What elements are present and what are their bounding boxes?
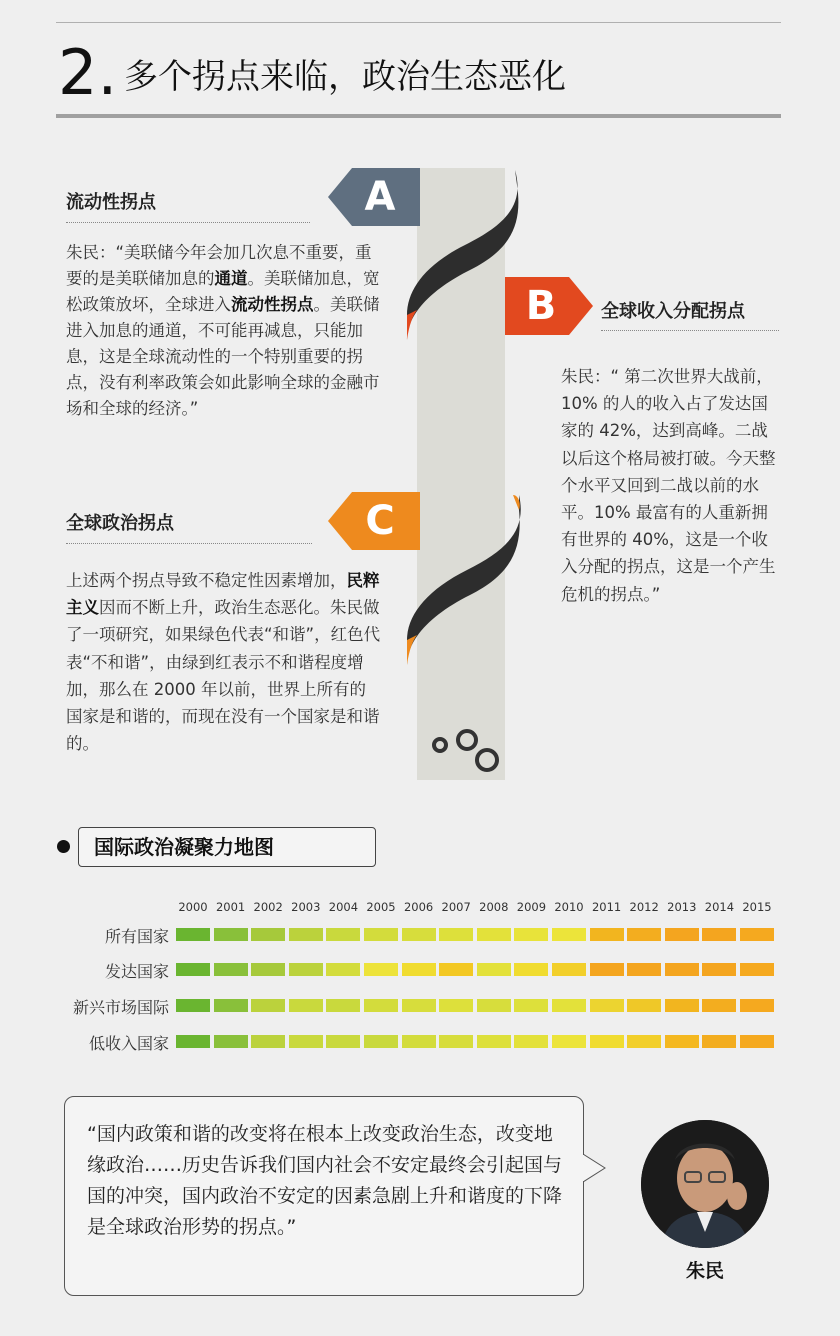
- ribbon-graphic: [395, 165, 535, 785]
- heatmap-cell: [176, 928, 210, 941]
- quote-box: [64, 1096, 584, 1296]
- paragraph-income: 朱民：“ 第二次世界大战前，10% 的人的收入占了发达国家的 42%，达到高峰。二战以后这个格局被打破。今天整个水平又回到二战以前的水平。10% 最富有的人重新拥有世界的 40%，这是一个收入分配的拐点，这是一个产生危机的拐点。”: [561, 367, 776, 604]
- map-title: 国际政治凝聚力地图: [94, 835, 274, 859]
- heatmap-cell: [590, 999, 624, 1012]
- heading-liquidity: 流动性拐点: [66, 192, 156, 213]
- heatmap-cell: [214, 963, 248, 976]
- row-label: 新兴市场国际: [72, 998, 169, 1017]
- heatmap-cell: [289, 999, 323, 1012]
- heatmap-cell: [514, 928, 548, 941]
- section-title: 多个拐点来临，政治生态恶化: [124, 57, 566, 97]
- heatmap-cell: [477, 928, 511, 941]
- year-label: 2008: [479, 900, 509, 914]
- heatmap-cell: [364, 999, 398, 1012]
- heatmap-cell: [590, 928, 624, 941]
- top-divider: [56, 22, 781, 23]
- tag-b: [505, 277, 593, 335]
- tag-a-letter: A: [364, 174, 396, 220]
- heatmap-cell: [326, 928, 360, 941]
- year-label: 2000: [178, 900, 208, 914]
- tag-a: [328, 168, 420, 226]
- row-label: 所有国家: [104, 927, 169, 946]
- row-label: 发达国家: [104, 962, 169, 981]
- map-title-box: [78, 827, 376, 867]
- heatmap-cell: [552, 928, 586, 941]
- heatmap-cell: [364, 1035, 398, 1048]
- year-label: 2011: [591, 900, 622, 914]
- heatmap-cell: [552, 963, 586, 976]
- heatmap-cell: [514, 963, 548, 976]
- tag-c-letter: C: [365, 498, 395, 544]
- heatmap-cell: [740, 1035, 774, 1048]
- heatmap-cell: [665, 1035, 699, 1048]
- row-label: 低收入国家: [88, 1034, 169, 1053]
- year-label: 2015: [742, 900, 772, 914]
- heatmap-cell: [251, 999, 285, 1012]
- divider-c: [66, 543, 312, 544]
- heatmap-cell: [665, 999, 699, 1012]
- heading-politics: 全球政治拐点: [66, 513, 174, 534]
- year-label: 2002: [253, 900, 283, 914]
- divider-b: [601, 330, 779, 331]
- avatar: [641, 1120, 769, 1248]
- heatmap-cell: [627, 1035, 661, 1048]
- heatmap-cell: [214, 999, 248, 1012]
- heatmap-cell: [176, 999, 210, 1012]
- heatmap-cell: [514, 999, 548, 1012]
- heatmap-cell: [627, 928, 661, 941]
- heatmap-cell: [552, 999, 586, 1012]
- heatmap-cell: [402, 1035, 436, 1048]
- year-label: 2001: [215, 900, 246, 914]
- quote-text: “国内政策和谐的改变将在根本上改变政治生态，改变地缘政治……历史告诉我们国内社会不安定最终会引起国与国的冲突，国内政治不安定的因素急剧上升和谐度的下降是全球政治形势的拐点。”: [87, 1123, 563, 1238]
- heading-income: 全球收入分配拐点: [601, 301, 745, 322]
- heatmap-cell: [477, 963, 511, 976]
- heatmap-cell: [251, 928, 285, 941]
- heatmap-cell: [326, 1035, 360, 1048]
- year-label: 2003: [291, 900, 321, 914]
- heatmap-cell: [477, 999, 511, 1012]
- paragraph-liquidity: 朱民：“美联储今年会加几次息不重要，重要的是美联储加息的通道。美联储加息，宽松政策放坏，全球进入流动性拐点。美联储进入加息的通道，不可能再减息，只能加息，这是全球流动性的一个特别重要的拐点，没有利率政策会如此影响全球的金融市场和全球的经济。”: [66, 243, 380, 418]
- year-label: 2005: [366, 900, 396, 914]
- year-label: 2009: [516, 900, 547, 914]
- heatmap-cell: [364, 963, 398, 976]
- heatmap-cell: [702, 1035, 736, 1048]
- bullet-dot: [57, 840, 70, 853]
- heatmap-cell: [176, 963, 210, 976]
- gears-icon: [434, 731, 497, 770]
- divider-a: [66, 222, 310, 223]
- heatmap-cell: [251, 963, 285, 976]
- heatmap-cell: [590, 963, 624, 976]
- year-label: 2007: [441, 900, 471, 914]
- year-label: 2010: [554, 900, 584, 914]
- heatmap-cell: [402, 928, 436, 941]
- heatmap-cell: [665, 928, 699, 941]
- heatmap-cell: [514, 1035, 548, 1048]
- speaker-name: 朱民: [685, 1260, 724, 1282]
- header-underline: [56, 114, 781, 118]
- heatmap-cell: [251, 1035, 285, 1048]
- heatmap-cell: [702, 928, 736, 941]
- heatmap-cell: [402, 999, 436, 1012]
- heatmap-cell: [740, 999, 774, 1012]
- heatmap-cell: [740, 928, 774, 941]
- heatmap-cell: [214, 928, 248, 941]
- heatmap-cell: [702, 963, 736, 976]
- quote-pointer: [583, 1152, 609, 1184]
- heatmap-cell: [627, 963, 661, 976]
- year-label: 2012: [629, 900, 659, 914]
- heatmap-cell: [552, 1035, 586, 1048]
- tag-c: [328, 492, 420, 550]
- year-label: 2014: [704, 900, 735, 914]
- tag-b-letter: B: [525, 283, 557, 329]
- heatmap-cell: [665, 963, 699, 976]
- heatmap-cell: [590, 1035, 624, 1048]
- heatmap-cell: [439, 928, 473, 941]
- section-number: 2.: [58, 36, 118, 109]
- heatmap-cell: [289, 1035, 323, 1048]
- heatmap-cell: [326, 999, 360, 1012]
- heatmap-cell: [439, 1035, 473, 1048]
- heatmap-cell: [289, 963, 323, 976]
- heatmap-cell: [402, 963, 436, 976]
- heatmap-cell: [176, 1035, 210, 1048]
- heatmap-cell: [364, 928, 398, 941]
- heatmap-cell: [289, 928, 323, 941]
- heatmap-cell: [477, 1035, 511, 1048]
- heatmap-cell: [214, 1035, 248, 1048]
- heatmap-cell: [627, 999, 661, 1012]
- heatmap-cell: [439, 963, 473, 976]
- year-label: 2006: [403, 900, 434, 914]
- heatmap-cell: [439, 999, 473, 1012]
- year-label: 2004: [328, 900, 359, 914]
- heatmap-cell: [702, 999, 736, 1012]
- paragraph-politics: 上述两个拐点导致不稳定性因素增加，民粹主义因而不断上升，政治生态恶化。朱民做了一项研究，如果绿色代表“和谐”，红色代表“不和谐”，由绿到红表示不和谐程度增加，那么在 2000 年以前，世界上所有的国家是和谐的，而现在没有一个国家是和谐的。: [66, 571, 381, 754]
- heatmap-cell: [326, 963, 360, 976]
- year-label: 2013: [667, 900, 697, 914]
- heatmap-cell: [740, 963, 774, 976]
